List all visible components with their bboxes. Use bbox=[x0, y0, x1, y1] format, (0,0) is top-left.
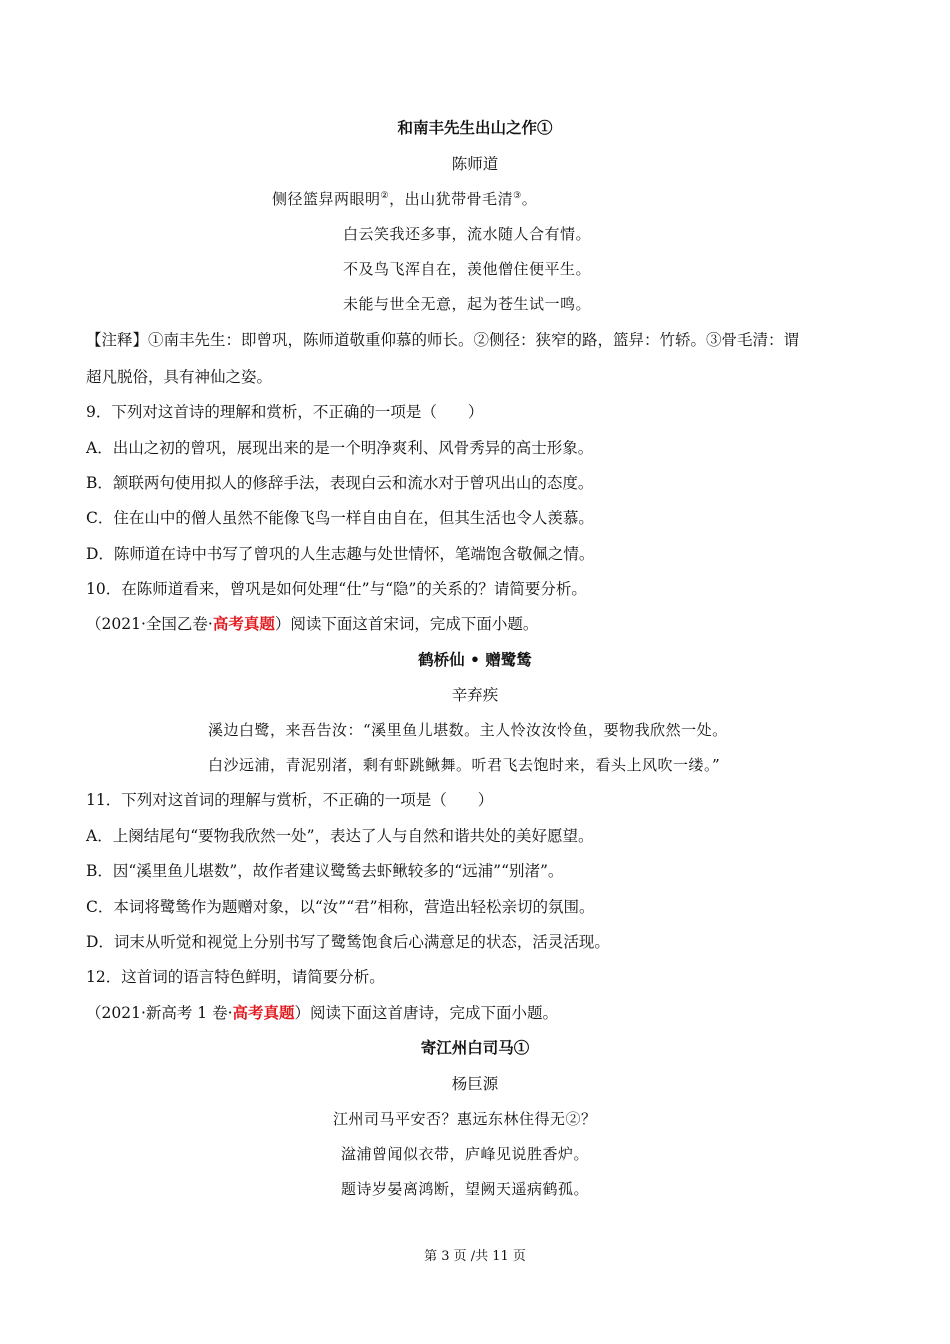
poem2-line1: 溪边白鹭，来吾告汝：“溪里鱼儿堪数。主人怜汝汝怜鱼，要物我欣然一处。 bbox=[208, 721, 728, 739]
q12-stem: 12．这首词的语言特色鲜明，请简要分析。 bbox=[86, 968, 385, 986]
q9-option-d: D．陈师道在诗中书写了曾巩的人生志趣与处世情怀，笔端饱含敬佩之情。 bbox=[86, 545, 595, 563]
poem1-line2: 白云笑我还多事，流水随人合有情。 bbox=[343, 225, 592, 243]
page-footer: 第 3 页 /共 11 页 bbox=[424, 1249, 526, 1264]
poem3-line3: 题诗岁晏离鸿断，望阙天遥病鹤孤。 bbox=[341, 1180, 590, 1198]
poem1-line3: 不及鸟飞浑自在，羡他僧住便平生。 bbox=[343, 260, 592, 278]
poem1-title: 和南丰先生出山之作① bbox=[397, 118, 553, 137]
q11-stem: 11．下列对这首词的理解与赏析，不正确的一项是（ ） bbox=[86, 791, 494, 809]
poem1-line1-c: 。 bbox=[521, 190, 538, 208]
source3-tag: 高考真题 bbox=[232, 1003, 295, 1022]
source3-post: ）阅读下面这首唐诗，完成下面小题。 bbox=[294, 1004, 559, 1022]
source2-tag: 高考真题 bbox=[212, 614, 275, 633]
poem2-title: 鹤桥仙 • 赠鹭鸶 bbox=[418, 650, 532, 669]
q11-option-d: D．词末从听觉和视觉上分别书写了鹭鸶饱食后心满意足的状态，活灵活现。 bbox=[86, 933, 610, 951]
q9-option-c: C．住在山中的僧人虽然不能像飞鸟一样自由自在，但其生活也令人羡慕。 bbox=[86, 509, 594, 527]
poem1-line4: 未能与世全无意，起为苍生试一鸣。 bbox=[343, 295, 592, 313]
source2-line bbox=[86, 614, 538, 634]
source2-post: ）阅读下面这首宋词，完成下面小题。 bbox=[274, 615, 539, 633]
q11-option-c: C．本词将鹭鸶作为题赠对象，以“汝”“君”相称，营造出轻松亲切的氛围。 bbox=[86, 898, 595, 916]
poem3-title: 寄江州白司马① bbox=[420, 1038, 530, 1057]
q11-option-a: A．上阕结尾句“要物我欣然一处”，表达了人与自然和谐共处的美好愿望。 bbox=[86, 827, 594, 845]
poem1-note-line2: 超凡脱俗，具有神仙之姿。 bbox=[86, 368, 273, 386]
source3-line bbox=[86, 1003, 558, 1023]
poem1-line1 bbox=[272, 189, 537, 209]
source3-pre: （2021·新高考 1 卷· bbox=[86, 1004, 233, 1022]
poem1-line1-a: 侧径篮舁两眼明 bbox=[272, 190, 381, 208]
q9-option-b: B．颔联两句使用拟人的修辞手法，表现白云和流水对于曾巩出山的态度。 bbox=[86, 474, 594, 492]
poem1-author: 陈师道 bbox=[451, 155, 499, 173]
poem1-note-line1: 【注释】①南丰先生：即曾巩，陈师道敬重仰慕的师长。②侧径：狭窄的路，篮舁：竹轿。③骨毛清：谓 bbox=[86, 331, 800, 349]
q10-stem: 10．在陈师道看来，曾巩是如何处理“仕”与“隐”的关系的？请简要分析。 bbox=[86, 580, 587, 598]
poem2-line2: 白沙远浦，青泥别渚，剩有虾跳鳅舞。听君飞去饱时来，看头上风吹一缕。” bbox=[208, 756, 721, 774]
poem1-line1-b: ，出山犹带骨毛清 bbox=[389, 190, 514, 208]
q11-option-b: B．因“溪里鱼儿堪数”，故作者建议鹭鸶去虾鳅较多的“远浦”“别渚”。 bbox=[86, 862, 564, 880]
poem3-line1: 江州司马平安否？惠远东林住得无②？ bbox=[333, 1110, 597, 1128]
footnote-3-marker: ③ bbox=[513, 191, 522, 201]
poem3-line2: 湓浦曾闻似衣带，庐峰见说胜香炉。 bbox=[341, 1145, 590, 1163]
poem2-author: 辛弃疾 bbox=[451, 686, 499, 704]
q9-stem: 9．下列对这首诗的理解和赏析，不正确的一项是（ ） bbox=[86, 403, 484, 421]
source2-pre: （2021·全国乙卷· bbox=[86, 615, 213, 633]
q9-option-a: A．出山之初的曾巩，展现出来的是一个明净爽利、风骨秀异的高士形象。 bbox=[86, 439, 594, 457]
poem3-author: 杨巨源 bbox=[451, 1075, 499, 1093]
footnote-2-marker: ② bbox=[380, 191, 390, 201]
